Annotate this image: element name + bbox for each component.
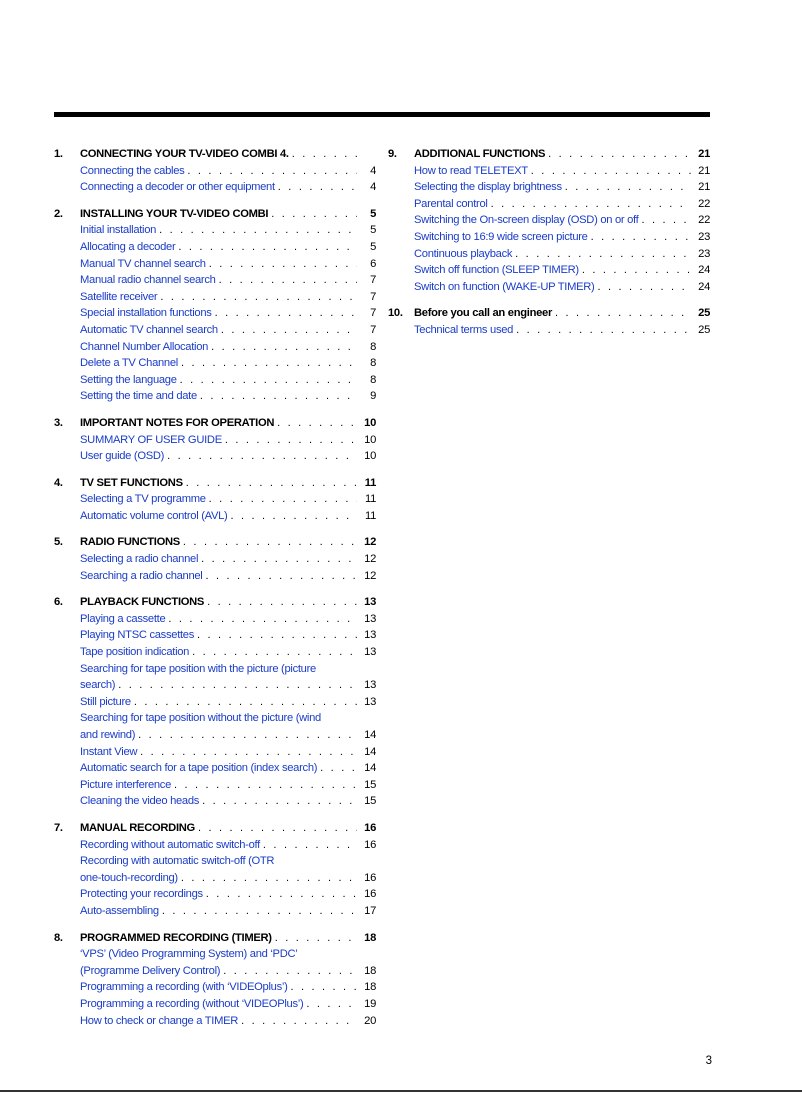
- entry-page: 23: [698, 247, 710, 260]
- entry-page: 7: [370, 290, 376, 303]
- entry-label: Searching a radio channel: [80, 569, 203, 582]
- entry-label: Initial installation: [80, 224, 157, 237]
- entry-page: 12: [364, 569, 376, 582]
- dot-leader: [591, 229, 691, 246]
- dot-leader: [181, 870, 357, 887]
- entry-page: 6: [370, 257, 376, 270]
- toc-section: [54, 930, 376, 1030]
- entry-label: Selecting a TV programme: [80, 493, 206, 506]
- section-page: 10: [364, 416, 376, 429]
- toc-entry[interactable]: [54, 222, 376, 239]
- toc-entry[interactable]: [54, 760, 376, 777]
- dot-leader: [275, 930, 357, 947]
- toc-entry[interactable]: [54, 339, 376, 356]
- entry-page: 13: [364, 679, 376, 692]
- dot-leader: [206, 886, 357, 903]
- entry-label: Picture interference: [80, 778, 172, 791]
- dot-leader: [320, 760, 357, 777]
- entry-label: SUMMARY OF USER GUIDE: [80, 433, 222, 446]
- toc-entry[interactable]: [54, 256, 376, 273]
- entry-label: Searching for tape position without the picture (wind: [80, 712, 321, 725]
- entry-label: Switch on function (WAKE-UP TIMER): [414, 280, 595, 293]
- section-heading[interactable]: [54, 534, 376, 551]
- entry-page: 18: [364, 964, 376, 977]
- entry-label: Parental control: [414, 197, 488, 210]
- dot-leader: [197, 627, 357, 644]
- entry-page: 5: [370, 240, 376, 253]
- toc-section: [54, 206, 376, 405]
- entry-label: How to read TELETEXT: [414, 164, 528, 177]
- toc-entry[interactable]: [54, 305, 376, 322]
- section-heading[interactable]: [54, 820, 376, 837]
- entry-label: Protecting your recordings: [80, 888, 203, 901]
- entry-label: Connecting a decoder or other equipment: [80, 181, 275, 194]
- dot-leader: [271, 206, 357, 223]
- page-number: 3: [705, 1055, 712, 1067]
- toc-section: [388, 305, 710, 338]
- toc-entry[interactable]: [54, 744, 376, 761]
- section-title: CONNECTING YOUR TV-VIDEO COMBI 4.: [80, 148, 289, 160]
- dot-leader: [516, 322, 691, 339]
- entry-label: Automatic TV channel search: [80, 323, 218, 336]
- entry-label: Tape position indication: [80, 646, 190, 659]
- entry-page: 12: [364, 553, 376, 566]
- entry-label: Channel Number Allocation: [80, 340, 209, 353]
- toc-entry[interactable]: [388, 279, 710, 296]
- entry-page: 14: [364, 762, 376, 775]
- dot-leader: [223, 963, 357, 980]
- section-page: 12: [364, 536, 376, 549]
- entry-label: Switching the On-screen display (OSD) on or off: [414, 214, 639, 227]
- section-heading[interactable]: [388, 146, 710, 163]
- dot-leader: [582, 262, 691, 279]
- toc-entry[interactable]: [388, 262, 710, 279]
- toc-entry[interactable]: [54, 448, 376, 465]
- toc-entry[interactable]: [388, 212, 710, 229]
- dot-leader: [168, 611, 357, 628]
- toc-entry[interactable]: [54, 388, 376, 405]
- dot-leader: [187, 163, 357, 180]
- dot-leader: [292, 146, 357, 163]
- entry-page: 13: [364, 612, 376, 625]
- toc-entry[interactable]: [54, 963, 376, 980]
- entry-page: 4: [370, 164, 376, 177]
- entry-label: Manual TV channel search: [80, 257, 206, 270]
- entry-page: 15: [364, 795, 376, 808]
- entry-label: Special installation functions: [80, 307, 212, 320]
- toc-entry[interactable]: [54, 727, 376, 744]
- section-title: Before you call an engineer: [414, 307, 553, 320]
- section-number: 8.: [54, 931, 63, 944]
- entry-page: 7: [370, 274, 376, 287]
- dot-leader: [134, 694, 357, 711]
- entry-page: 13: [364, 646, 376, 659]
- entry-page: 10: [364, 433, 376, 446]
- entry-page: 9: [370, 390, 376, 403]
- section-page: 21: [698, 148, 710, 160]
- toc-entry[interactable]: [54, 179, 376, 196]
- toc-entry[interactable]: [54, 837, 376, 854]
- toc-entry[interactable]: [54, 568, 376, 585]
- entry-label: Continuous playback: [414, 247, 513, 260]
- toc-entry[interactable]: [54, 272, 376, 289]
- entry-page: 24: [698, 280, 710, 293]
- toc-section: [54, 594, 376, 810]
- entry-label: Manual radio channel search: [80, 274, 216, 287]
- section-number: 9.: [388, 148, 397, 160]
- section-number: 4.: [54, 476, 63, 489]
- toc-entry[interactable]: [54, 870, 376, 887]
- entry-page: 20: [364, 1014, 376, 1027]
- section-title: RADIO FUNCTIONS: [80, 536, 180, 549]
- entry-label: (Programme Delivery Control): [80, 964, 221, 977]
- section-heading[interactable]: [54, 415, 376, 432]
- dot-leader: [138, 727, 357, 744]
- section-page: 18: [364, 931, 376, 944]
- dot-leader: [209, 491, 357, 508]
- section-page: 11: [364, 476, 376, 489]
- entry-page: 11: [364, 509, 376, 522]
- dot-leader: [531, 163, 691, 180]
- dot-leader: [201, 551, 357, 568]
- section-page: 16: [364, 821, 376, 834]
- toc-entry[interactable]: [54, 508, 376, 525]
- entry-page: 5: [370, 224, 376, 237]
- section-number: 7.: [54, 821, 63, 834]
- entry-label: Automatic search for a tape position (index search): [80, 762, 318, 775]
- entry-label: and rewind): [80, 729, 136, 741]
- dot-leader: [198, 820, 357, 837]
- section-heading[interactable]: [54, 146, 376, 163]
- toc-section: [54, 534, 376, 584]
- entry-label: ‘VPS’ (Video Programming System) and ‘PDC’: [80, 948, 298, 961]
- entry-label: Setting the time and date: [80, 390, 197, 403]
- entry-page: 16: [364, 838, 376, 851]
- toc-entry[interactable]: [54, 355, 376, 372]
- dot-leader: [230, 508, 357, 525]
- entry-label: User guide (OSD): [80, 450, 165, 463]
- section-title: ADDITIONAL FUNCTIONS: [414, 148, 546, 160]
- bottom-border: [0, 1090, 802, 1092]
- toc-entry-first-line[interactable]: [54, 946, 376, 963]
- toc-entry[interactable]: [54, 979, 376, 996]
- dot-leader: [186, 475, 357, 492]
- dot-leader: [278, 179, 357, 196]
- toc-entry[interactable]: [54, 1013, 376, 1030]
- entry-page: 7: [370, 323, 376, 336]
- section-title: PROGRAMMED RECORDING (TIMER): [80, 931, 272, 944]
- toc-entry[interactable]: [388, 322, 710, 339]
- dot-leader: [118, 677, 357, 694]
- dot-leader: [597, 279, 691, 296]
- entry-label: Recording with automatic switch-off (OTR: [80, 855, 275, 868]
- entry-label: Technical terms used: [414, 323, 514, 336]
- dot-leader: [162, 903, 357, 920]
- toc-entry[interactable]: [54, 611, 376, 628]
- toc-entry[interactable]: [54, 886, 376, 903]
- entry-page: 17: [364, 904, 376, 917]
- section-heading[interactable]: [388, 305, 710, 322]
- section-number: 10.: [388, 307, 403, 320]
- dot-leader: [291, 979, 358, 996]
- entry-page: 19: [364, 997, 376, 1010]
- entry-label: Still picture: [80, 695, 131, 708]
- dot-leader: [306, 996, 357, 1013]
- dot-leader: [140, 744, 357, 761]
- dot-leader: [209, 256, 357, 273]
- toc-section: [54, 415, 376, 465]
- toc-entry[interactable]: [388, 196, 710, 213]
- entry-label: Switch off function (SLEEP TIMER): [414, 264, 579, 277]
- dot-leader: [548, 146, 691, 163]
- entry-label: Auto-assembling: [80, 904, 159, 917]
- dot-leader: [263, 837, 357, 854]
- section-title: TV SET FUNCTIONS: [80, 476, 183, 489]
- section-number: 1.: [54, 148, 63, 160]
- section-heading[interactable]: [54, 594, 376, 611]
- section-title: IMPORTANT NOTES FOR OPERATION: [80, 416, 275, 429]
- entry-label: How to check or change a TIMER: [80, 1014, 239, 1027]
- dot-leader: [160, 289, 357, 306]
- dot-leader: [221, 322, 357, 339]
- entry-label: Delete a TV Channel: [80, 357, 178, 370]
- toc-section: [54, 820, 376, 920]
- entry-page: 24: [698, 264, 710, 277]
- entry-page: 7: [370, 307, 376, 320]
- dot-leader: [515, 246, 691, 263]
- entry-label: Selecting a radio channel: [80, 553, 199, 566]
- entry-page: 21: [698, 181, 710, 194]
- entry-page: 23: [698, 230, 710, 243]
- entry-page: 8: [370, 373, 376, 386]
- entry-page: 22: [698, 197, 710, 210]
- section-number: 5.: [54, 536, 63, 549]
- dot-leader: [174, 777, 357, 794]
- entry-page: 22: [698, 214, 710, 227]
- entry-page: 8: [370, 340, 376, 353]
- dot-leader: [215, 305, 357, 322]
- toc-entry[interactable]: [54, 491, 376, 508]
- entry-label: Automatic volume control (AVL): [80, 509, 228, 522]
- entry-page: 25: [698, 323, 710, 336]
- toc-entry-first-line[interactable]: [54, 853, 376, 870]
- toc-entry[interactable]: [54, 432, 376, 449]
- entry-label: Cleaning the video heads: [80, 795, 200, 808]
- toc-entry[interactable]: [54, 903, 376, 920]
- entry-page: 13: [364, 695, 376, 708]
- toc-entry[interactable]: [54, 777, 376, 794]
- toc-entry-first-line[interactable]: [54, 710, 376, 727]
- entry-label: search): [80, 679, 116, 692]
- entry-page: 4: [370, 181, 376, 194]
- dot-leader: [192, 644, 357, 661]
- section-page: 5: [370, 207, 376, 220]
- dot-leader: [207, 594, 357, 611]
- toc-entry[interactable]: [54, 372, 376, 389]
- toc-entry[interactable]: [54, 677, 376, 694]
- dot-leader: [167, 448, 357, 465]
- toc-section: [54, 146, 376, 196]
- entry-page: 11: [364, 493, 376, 506]
- toc-entry[interactable]: [388, 163, 710, 180]
- entry-page: 18: [364, 981, 376, 994]
- toc-entry[interactable]: [54, 239, 376, 256]
- dot-leader: [180, 372, 357, 389]
- entry-page: 8: [370, 357, 376, 370]
- toc-entry[interactable]: [54, 289, 376, 306]
- toc-entry[interactable]: [54, 322, 376, 339]
- entry-label: Programming a recording (without ‘VIDEOPlus’): [80, 997, 304, 1010]
- toc-entry[interactable]: [54, 163, 376, 180]
- section-heading[interactable]: [54, 475, 376, 492]
- dot-leader: [555, 305, 691, 322]
- toc-entry[interactable]: [54, 996, 376, 1013]
- toc-entry[interactable]: [54, 793, 376, 810]
- entry-label: Switching to 16:9 wide screen picture: [414, 230, 588, 243]
- dot-leader: [565, 179, 691, 196]
- dot-leader: [159, 222, 357, 239]
- dot-leader: [206, 568, 358, 585]
- section-title: PLAYBACK FUNCTIONS: [80, 596, 205, 609]
- entry-page: 13: [364, 629, 376, 642]
- section-heading[interactable]: [54, 206, 376, 223]
- dot-leader: [241, 1013, 357, 1030]
- section-title: INSTALLING YOUR TV-VIDEO COMBI: [80, 207, 269, 220]
- entry-page: 15: [364, 778, 376, 791]
- entry-label: Setting the language: [80, 373, 177, 386]
- toc-section: [54, 475, 376, 525]
- entry-page: 21: [698, 164, 710, 177]
- dot-leader: [641, 212, 691, 229]
- entry-label: Recording without automatic switch-off: [80, 838, 260, 851]
- entry-label: Programming a recording (with ‘VIDEOplus’): [80, 981, 288, 994]
- toc-entry[interactable]: [388, 229, 710, 246]
- section-heading[interactable]: [54, 930, 376, 947]
- section-page: 25: [698, 307, 710, 320]
- entry-page: 16: [364, 888, 376, 901]
- entry-label: Allocating a decoder: [80, 240, 176, 253]
- dot-leader: [219, 272, 357, 289]
- section-number: 3.: [54, 416, 63, 429]
- entry-label: Playing NTSC cassettes: [80, 629, 195, 642]
- dot-leader: [200, 388, 357, 405]
- entry-label: one-touch-recording): [80, 871, 178, 884]
- dot-leader: [181, 355, 357, 372]
- section-number: 2.: [54, 207, 63, 220]
- entry-label: Instant View: [80, 745, 138, 758]
- entry-page: 14: [364, 745, 376, 758]
- section-page: 13: [364, 596, 376, 609]
- dot-leader: [178, 239, 357, 256]
- header-rule: [54, 112, 710, 117]
- dot-leader: [211, 339, 357, 356]
- section-number: 6.: [54, 596, 63, 609]
- dot-leader: [277, 415, 357, 432]
- entry-page: 10: [364, 450, 376, 463]
- entry-label: Searching for tape position with the picture (picture: [80, 662, 316, 675]
- toc-entry[interactable]: [54, 551, 376, 568]
- entry-label: Satellite receiver: [80, 290, 158, 303]
- toc-entry[interactable]: [54, 694, 376, 711]
- section-title: MANUAL RECORDING: [80, 821, 195, 834]
- toc-section: [388, 146, 710, 295]
- toc-entry[interactable]: [388, 246, 710, 263]
- dot-leader: [491, 196, 691, 213]
- entry-label: Connecting the cables: [80, 164, 185, 177]
- entry-label: Selecting the display brightness: [414, 181, 562, 194]
- toc-entry[interactable]: [54, 627, 376, 644]
- toc-right-column: [388, 146, 710, 349]
- toc-entry-first-line[interactable]: [54, 661, 376, 678]
- toc-entry[interactable]: [388, 179, 710, 196]
- dot-leader: [225, 432, 357, 449]
- dot-leader: [202, 793, 357, 810]
- entry-page: 16: [364, 871, 376, 884]
- toc-left-column: [54, 146, 376, 1039]
- entry-label: Playing a cassette: [80, 612, 166, 625]
- toc-entry[interactable]: [54, 644, 376, 661]
- dot-leader: [183, 534, 357, 551]
- entry-page: 14: [364, 729, 376, 741]
